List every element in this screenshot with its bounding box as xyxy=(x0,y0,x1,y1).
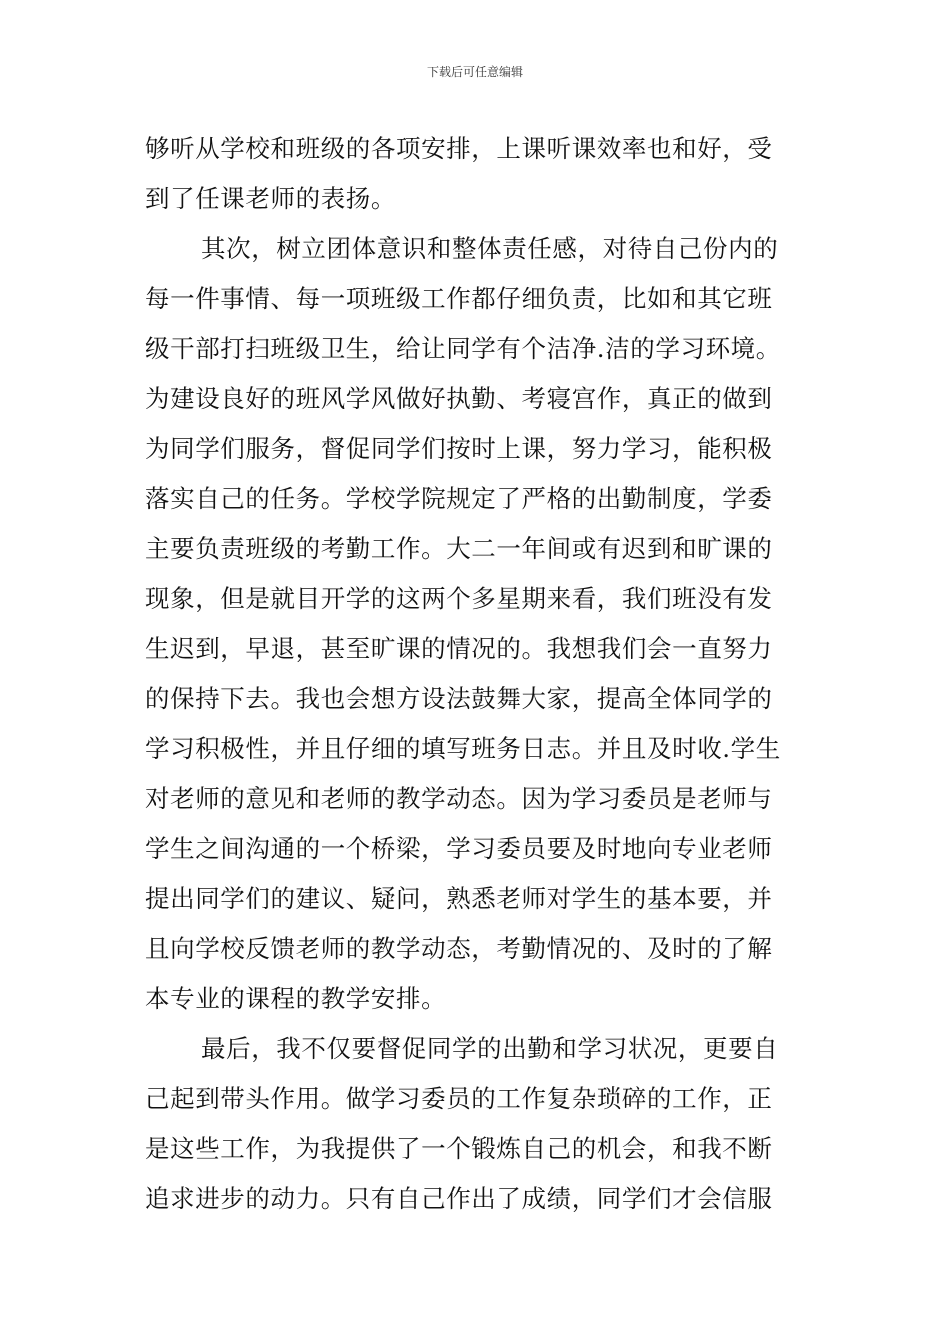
text-line: 追求进步的动力。只有自己作出了成绩，同学们才会信服 xyxy=(145,1184,773,1213)
text-line: 每一件事情、每一项班级工作都仔细负责，比如和其它班 xyxy=(145,284,773,313)
text-line: 到了任课老师的表扬。 xyxy=(145,184,396,213)
text-line: 为同学们服务，督促同学们按时上课，努力学习，能积极 xyxy=(145,434,773,463)
text-line: 生迟到，早退，甚至旷课的情况的。我想我们会一直努力 xyxy=(145,634,773,663)
text-line: 本专业的课程的教学安排。 xyxy=(145,984,447,1013)
text-line: 是这些工作，为我提供了一个锻炼自己的机会，和我不断 xyxy=(145,1134,773,1163)
text-line: 现象，但是就目开学的这两个多星期来看，我们班没有发 xyxy=(145,584,773,613)
text-line: 学习积极性，并且仔细的填写班务日志。并且及时收.学生 xyxy=(145,734,781,763)
text-line: 提出同学们的建议、疑问，熟悉老师对学生的基本要，并 xyxy=(145,884,773,913)
text-line: 落实自己的任务。学校学院规定了严格的出勤制度，学委 xyxy=(145,484,773,513)
document-body xyxy=(145,124,807,1224)
text-line: 为建设良好的班风学风做好执勤、考寝宫作，真正的做到 xyxy=(145,384,773,413)
text-line: 且向学校反馈老师的教学动态，考勤情况的、及时的了解 xyxy=(145,934,773,963)
text-line: 级干部打扫班级卫生，给让同学有个洁净.洁的学习环境。 xyxy=(145,334,781,363)
text-line: 主要负责班级的考勤工作。大二一年间或有迟到和旷课的 xyxy=(145,534,773,563)
text-line: 对老师的意见和老师的教学动态。因为学习委员是老师与 xyxy=(145,784,773,813)
text-line: 学生之间沟通的一个桥梁，学习委员要及时地向专业老师 xyxy=(145,834,773,863)
paragraph-start-line: 最后，我不仅要督促同学的出勤和学习状况，更要自 xyxy=(201,1034,779,1063)
text-line: 够听从学校和班级的各项安排，上课听课效率也和好，受 xyxy=(145,134,773,163)
text-line: 己起到带头作用。做学习委员的工作复杂琐碎的工作，正 xyxy=(145,1084,773,1113)
page-header: 下载后可任意编辑 xyxy=(426,65,523,79)
paragraph-start-line: 其次，树立团体意识和整体责任感，对待自己份内的 xyxy=(201,234,779,263)
text-line: 的保持下去。我也会想方设法鼓舞大家，提高全体同学的 xyxy=(145,684,773,713)
